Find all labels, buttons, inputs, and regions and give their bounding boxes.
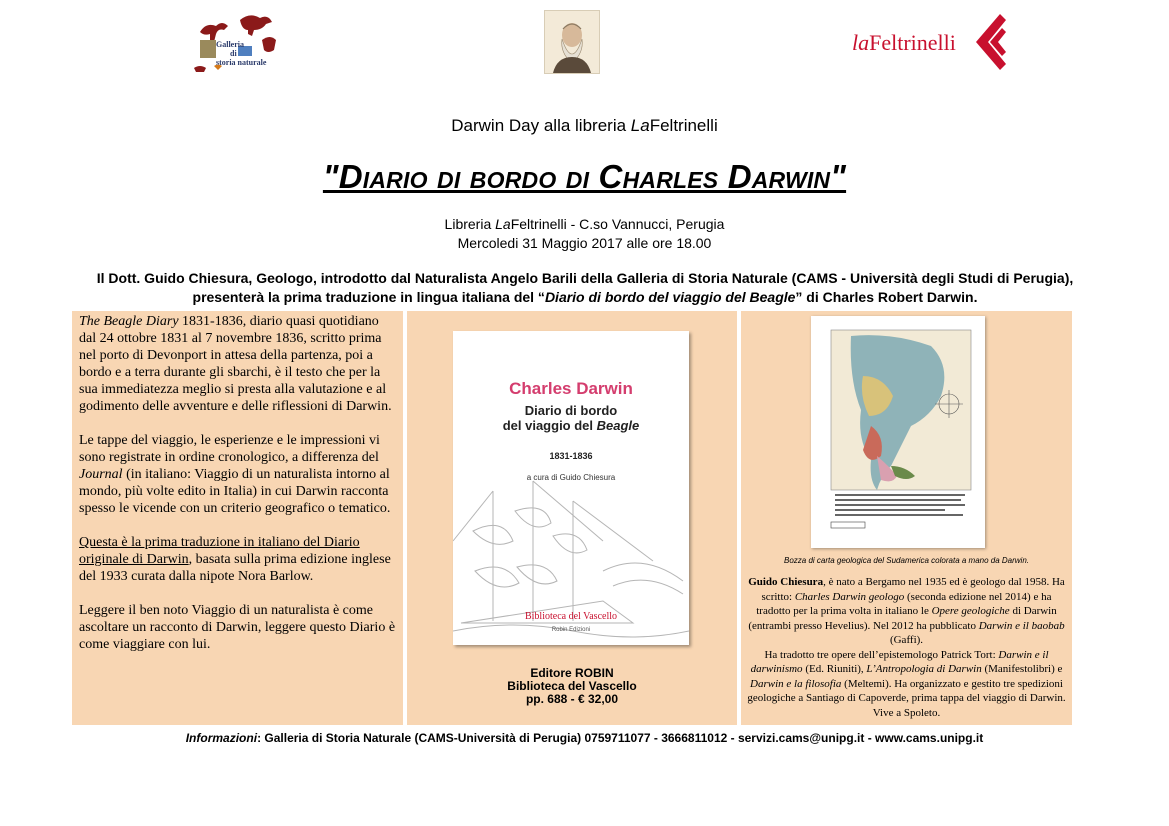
venue: Libreria LaFeltrinelli - C.so Vannucci, Perugia bbox=[444, 216, 725, 232]
south-america-map-icon bbox=[811, 316, 985, 548]
description-paragraph-3: Questa è la prima traduzione in italiano del Diario originale di Darwin, basata sulla prima edizione inglese del 1933 curata dalla nipote Nora Barlow. bbox=[79, 535, 391, 584]
event-datetime: Mercoledi 31 Maggio 2017 alle ore 18.00 bbox=[457, 235, 712, 251]
author-panel bbox=[741, 311, 1072, 725]
author-bio: Guido Chiesura, è nato a Bergamo nel 1935 ed è geologo dal 1958. Ha scritto: Charles Darwin geologo (seconda edizione nel 2014) e ha tradotto per la prima volta in italiano le Opere geologiche di Darwin (entrambi presso Hevelius). Nel 2012 ha pubblicato Darwin e il baobab (Gaffi). Ha tradotto tre opere dell’epistemologo Patrick Tort: Darwin e il darwinismo (Ed. Riuniti), L’Antropologia di Darwin (Manifestolibri) e Darwin e la filosofia (Meltemi). Ha organizzato e gestito tre spedizioni geologiche a Santiago di Capoverde, prima tappa del viaggio di Darwin. Vive a Spoleto. bbox=[747, 576, 1066, 719]
book-price: pp. 688 - € 32,00 bbox=[525, 692, 619, 706]
book-publisher-small: Robin Edizioni bbox=[551, 627, 591, 633]
description-paragraph-4: Leggere il ben noto Viaggio di un naturalista è come ascoltare un racconto di Darwin, leggere questo Diario è come viaggiare con lui. bbox=[79, 603, 396, 652]
galleria-logo bbox=[190, 10, 286, 78]
book-author: Charles Darwin bbox=[509, 379, 633, 398]
book-series: Biblioteca del Vascello bbox=[524, 611, 617, 622]
book-curator: a cura di Guido Chiesura bbox=[526, 473, 616, 482]
publisher-info bbox=[407, 667, 737, 706]
book-cover bbox=[453, 331, 689, 645]
darwin-portrait bbox=[544, 10, 600, 74]
darwin-portrait-icon bbox=[545, 11, 599, 73]
intro-paragraph: Il Dott. Guido Chiesura, Geologo, introdotto dal Naturalista Angelo Barili della Galleria di Storia Naturale (CAMS - Università degli Studi di Perugia), presenterà la prima traduzione in lingua italiana del “Diario di bordo del viaggio del Beagle” di Charles Robert Darwin. bbox=[96, 270, 1074, 305]
description-paragraph-2: Le tappe del viaggio, le esperienze e le impressioni vi sono registrate in ordine cronologico, a differenza del Journal (in italiano: Viaggio di un naturalista intorno al mondo, più volte edito in Italia) in cui Darwin racconta spesso le vicende con un criterio geografico o tematico. bbox=[79, 433, 391, 516]
event-title: "Diario di bordo di Charles Darwin" bbox=[322, 158, 847, 195]
geological-map bbox=[811, 316, 985, 548]
feltrinelli-mark-icon bbox=[972, 12, 1012, 76]
publisher-series: Biblioteca del Vascello bbox=[507, 679, 637, 693]
book-title: Diario di bordo del viaggio del Beagle bbox=[502, 403, 640, 433]
footer-info: Informazioni: Galleria di Storia Naturale (CAMS-Università di Perugia) 0759711077 - 3666811012 - servizi.cams@unipg.it - www.cams.unipg.it bbox=[185, 731, 984, 745]
description-text bbox=[79, 313, 399, 670]
publisher-name: Editore ROBIN bbox=[530, 666, 614, 680]
feltrinelli-logo bbox=[852, 12, 1012, 76]
event-line: Darwin Day alla libreria LaFeltrinelli bbox=[451, 116, 718, 135]
feltrinelli-wordmark: laFeltrinelli bbox=[852, 30, 956, 55]
map-caption: Bozza di carta geologica del Sudamerica colorata a mano da Darwin. bbox=[783, 556, 1030, 565]
book-years: 1831-1836 bbox=[549, 451, 593, 461]
description-panel bbox=[72, 311, 403, 725]
description-paragraph-1: The Beagle Diary 1831-1836, diario quasi quotidiano dal 24 ottobre 1831 al 7 novembre 1836, scritto prima nel porto di Devonport in attesa della partenza, poi a bordo e a terra durante gli sbarchi, è il testo che per la sua immediatezza meglio si presta alla valutazione e al godimento delle avventure e delle riflessioni di Darwin. bbox=[79, 314, 392, 414]
book-panel bbox=[407, 311, 737, 725]
galleria-logo-text: Galleria di storia naturale bbox=[216, 40, 267, 67]
